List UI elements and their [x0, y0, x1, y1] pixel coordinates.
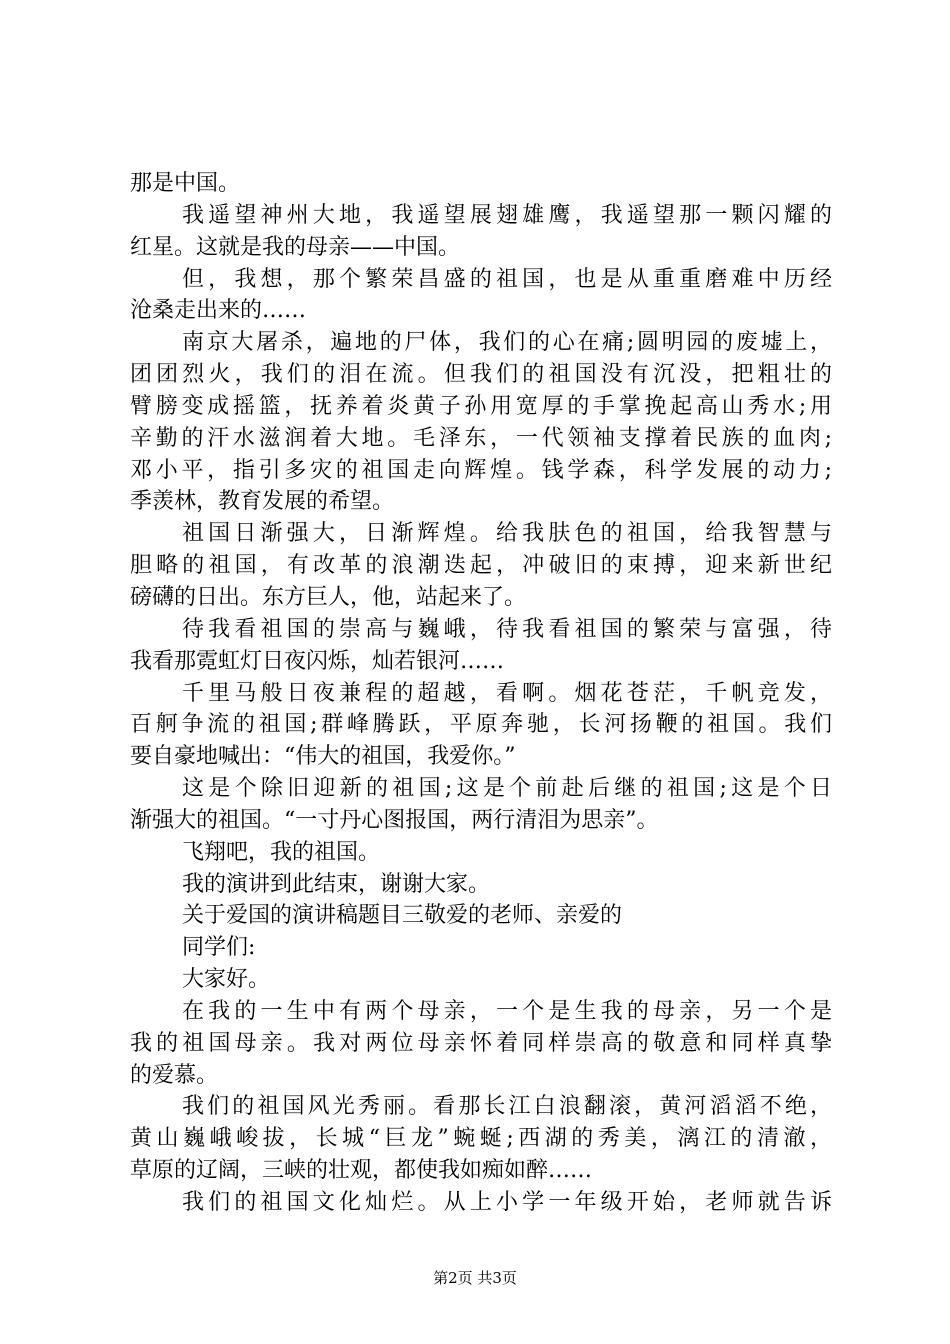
- text-line: 我看那霓虹灯日夜闪烁，灿若银河……: [130, 648, 505, 674]
- text-line: 红星。这就是我的母亲——中国。: [130, 234, 461, 260]
- text-line: 祖国日渐强大，日渐辉煌。给我肤色的祖国，给我智慧与: [182, 521, 832, 547]
- text-line: 我的祖国母亲。我对两位母亲怀着同样崇高的敬意和同样真挚: [130, 1030, 832, 1056]
- text-line: 辛勤的汗水滋润着大地。毛泽东，一代领袖支撑着民族的血肉;: [130, 425, 832, 451]
- text-line: 我们的祖国风光秀丽。看那长江白浪翻滚，黄河滔滔不绝，: [182, 1094, 832, 1120]
- text-line: 我的演讲到此结束，谢谢大家。: [182, 871, 491, 897]
- text-line: 这是个除旧迎新的祖国;这是个前赴后继的祖国;这是个日: [182, 776, 832, 802]
- text-line: 臂膀变成摇篮，抚养着炎黄子孙用宽厚的手掌挽起高山秀水;用: [130, 393, 832, 419]
- text-line: 待我看祖国的崇高与巍峨，待我看祖国的繁荣与富强，待: [182, 616, 832, 642]
- text-line: 百舸争流的祖国;群峰腾跃，平原奔驰，长河扬鞭的祖国。我们: [130, 712, 832, 738]
- text-line: 胆略的祖国，有改革的浪潮迭起，冲破旧的束搏，迎来新世纪: [130, 553, 832, 579]
- text-line: 草原的辽阔，三峡的壮观，都使我如痴如醉……: [130, 1158, 593, 1184]
- document-body: [130, 168, 832, 1219]
- text-line: 团团烈火，我们的泪在流。但我们的祖国没有沉没，把粗壮的: [130, 362, 832, 388]
- text-line: 飞翔吧，我的祖国。: [182, 839, 381, 865]
- text-line: 同学们:: [182, 935, 256, 961]
- text-line: 季羡林，教育发展的希望。: [130, 489, 395, 515]
- text-line: 但，我想，那个繁荣昌盛的祖国，也是从重重磨难中历经: [182, 266, 832, 292]
- text-line: 黄山巍峨峻拔，长城“巨龙”蜿蜒;西湖的秀美，漓江的清澈，: [130, 1126, 832, 1152]
- text-line: 邓小平，指引多灾的祖国走向辉煌。钱学森，科学发展的动力;: [130, 457, 832, 483]
- text-line: 的爱慕。: [130, 1062, 219, 1088]
- text-line: 千里马般日夜兼程的超越，看啊。烟花苍茫，千帆竞发，: [182, 680, 832, 706]
- text-line: 沧桑走出来的……: [130, 298, 307, 324]
- text-line: 渐强大的祖国。“一寸丹心图报国，两行清泪为思亲”。: [130, 807, 659, 833]
- text-line: 我遥望神州大地，我遥望展翅雄鹰，我遥望那一颗闪耀的: [182, 202, 832, 228]
- text-line: 南京大屠杀，遍地的尸体，我们的心在痛;圆明园的废墟上，: [182, 330, 832, 356]
- text-line: 磅礴的日出。东方巨人，他，站起来了。: [130, 584, 527, 610]
- text-line: 关于爱国的演讲稿题目三敬爱的老师、亲爱的: [182, 903, 623, 929]
- text-line: 在我的一生中有两个母亲，一个是生我的母亲，另一个是: [182, 998, 832, 1024]
- text-line: 那是中国。: [130, 171, 241, 196]
- text-line: 要自豪地喊出：“伟大的祖国，我爱你。”: [130, 744, 516, 770]
- page-number-label: 第2页 共3页: [433, 1269, 517, 1287]
- text-line: 大家好。: [182, 967, 271, 993]
- text-line: 我们的祖国文化灿烂。从上小学一年级开始，老师就告诉: [182, 1190, 832, 1215]
- page-footer: [0, 1268, 950, 1288]
